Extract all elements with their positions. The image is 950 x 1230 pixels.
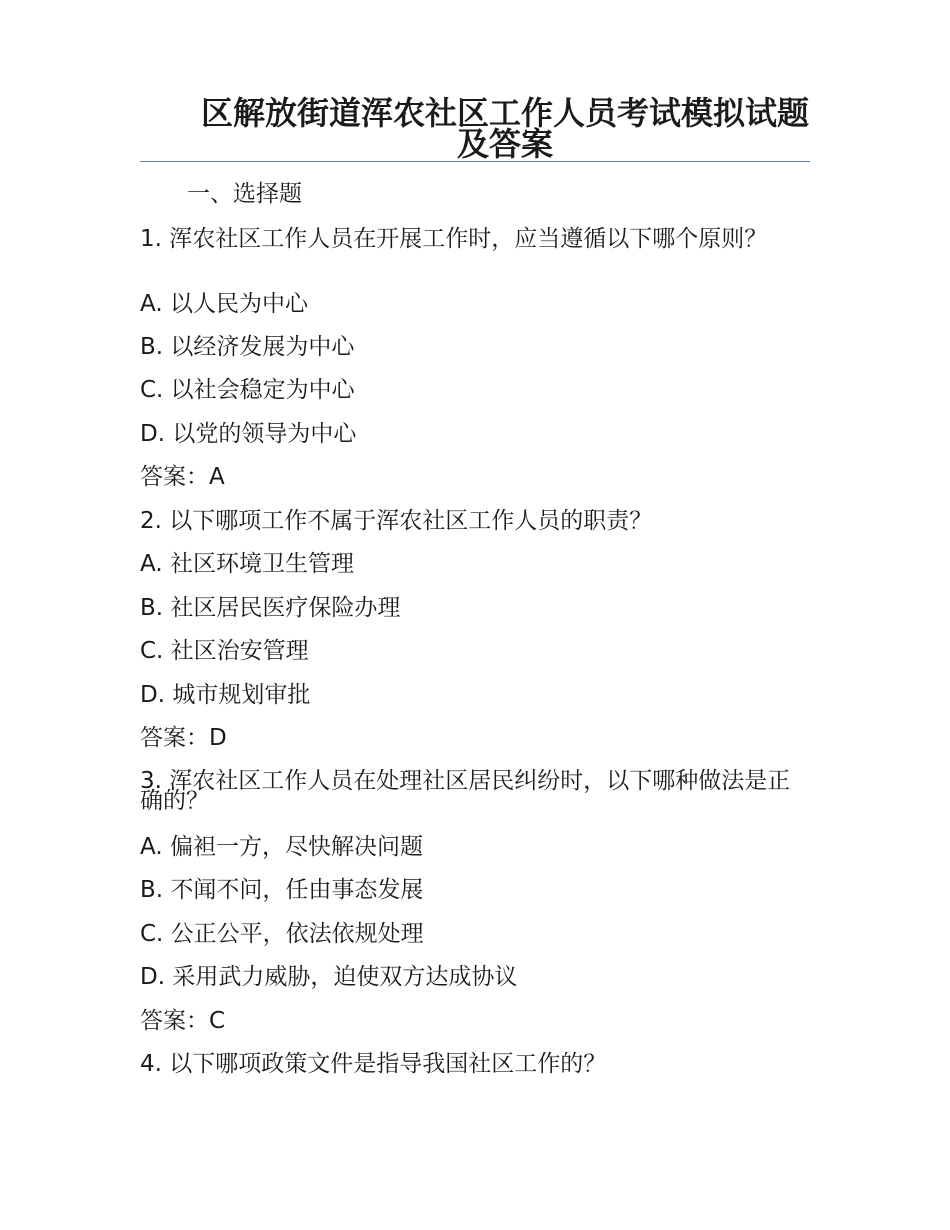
- question-1-option-b: B. 以经济发展为中心: [140, 334, 355, 360]
- question-1-answer: 答案：A: [140, 464, 225, 490]
- question-3-option-b: B. 不闻不问，任由事态发展: [140, 877, 424, 903]
- question-2-stem: 2. 以下哪项工作不属于浑农社区工作人员的职责？: [140, 508, 653, 534]
- question-4-stem: 4. 以下哪项政策文件是指导我国社区工作的？: [140, 1051, 607, 1077]
- question-2-option-c: C. 社区治安管理: [140, 638, 309, 664]
- question-1-option-a: A. 以人民为中心: [140, 291, 308, 317]
- question-1-option-c: C. 以社会稳定为中心: [140, 377, 355, 403]
- question-2-option-a: A. 社区环境卫生管理: [140, 551, 354, 577]
- title-underline: [140, 161, 810, 162]
- question-3-option-c: C. 公正公平，依法依规处理: [140, 921, 424, 947]
- document-title: 区解放街道浑农社区工作人员考试模拟试题及答案: [200, 94, 809, 163]
- question-1-option-d: D. 以党的领导为中心: [140, 421, 357, 447]
- question-2-answer: 答案：D: [140, 725, 227, 751]
- section-heading: 一、选择题: [187, 181, 302, 207]
- question-3-stem: 3. 浑农社区工作人员在处理社区居民纠纷时，以下哪种做法是正确的？: [140, 768, 791, 814]
- question-2-option-d: D. 城市规划审批: [140, 682, 311, 708]
- question-3-option-d: D. 采用武力威胁，迫使双方达成协议: [140, 964, 518, 990]
- question-1-stem: 1. 浑农社区工作人员在开展工作时，应当遵循以下哪个原则？: [140, 226, 768, 252]
- question-3-option-a: A. 偏袒一方，尽快解决问题: [140, 834, 423, 860]
- question-3-answer: 答案：C: [140, 1008, 226, 1034]
- question-2-option-b: B. 社区居民医疗保险办理: [140, 595, 401, 621]
